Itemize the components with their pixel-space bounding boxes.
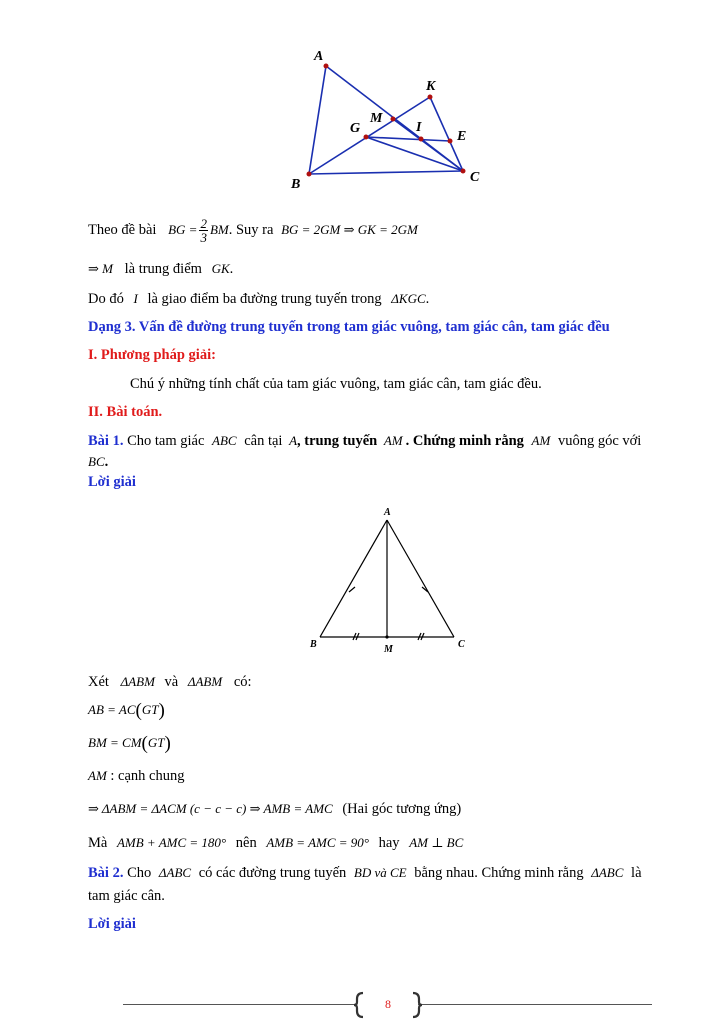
- xet-line: Xét ΔABM và ΔABM có:: [88, 674, 252, 690]
- label-c: C: [470, 170, 480, 185]
- point-i: [419, 137, 424, 142]
- label-g: G: [350, 121, 361, 136]
- label-i: I: [416, 120, 422, 135]
- point-c: [461, 169, 466, 174]
- eq-congruent: ⇒ ΔABM = ΔACM (c − c − c) ⇒ AMB = AMC (Hai góc tương ứng): [88, 801, 462, 817]
- point-k: [428, 95, 433, 100]
- label-k: K: [426, 79, 436, 94]
- loi-giai-2: Lời giải: [88, 916, 136, 932]
- segment-ab-2: [320, 520, 387, 637]
- label-m: M: [370, 111, 383, 126]
- label-b-2: B: [310, 639, 317, 650]
- label-b: B: [291, 177, 301, 192]
- bai2-line1: Bài 2. Cho ΔABC có các đường trung tuyến BD và CE bằng nhau. Chứng minh rằng ΔABC là: [88, 865, 642, 881]
- line-do-do: Do đó I là giao điểm ba đường trung tuyến trong ΔKGC.: [88, 291, 430, 307]
- segment-bc: [309, 171, 463, 174]
- label-m-2: M: [384, 644, 393, 655]
- method-text: Chú ý những tính chất của tam giác vuông, tam giác cân, tam giác đều.: [130, 376, 542, 392]
- figure-triangle-abc-medians: [0, 40, 725, 240]
- bai2-line2: tam giác cân.: [88, 888, 165, 904]
- label-c-2: C: [458, 639, 465, 650]
- point-a: [324, 64, 329, 69]
- line-theo-de-bai: Theo đề bài BG = $\frac{2}{3}$ BM. Suy ra BG = 2GM ⇒ GK = 2GM: [88, 216, 418, 246]
- heading-phuong-phap: I. Phương pháp giải:: [88, 347, 216, 363]
- segment-ab: [309, 66, 326, 174]
- segment-bk: [309, 97, 430, 174]
- page-number: 8: [385, 997, 391, 1011]
- segment-ac-2: [387, 520, 454, 637]
- point-e: [448, 139, 453, 144]
- fraction-two-thirds: $\frac{2}{3}$: [200, 216, 207, 246]
- figure-isosceles-triangle: [0, 500, 725, 660]
- eq-ma: Mà AMB + AMC = 180° nên AMB = AMC = 90° hay AM ⊥ BC: [88, 835, 464, 851]
- bai1-line2: BC.: [88, 454, 109, 470]
- bai1-line1: Bài 1. Cho tam giác ABC cân tại A, trung tuyến AM . Chứng minh rằng AM vuông góc với: [88, 433, 642, 449]
- eq-bm-cm: BM = CM(GT): [88, 733, 171, 754]
- label-e: E: [457, 129, 467, 144]
- eq-ab-ac: AB = AC(GT): [88, 700, 165, 721]
- footer-rule-left: [123, 1004, 357, 1005]
- loi-giai-1: Lời giải: [88, 474, 136, 490]
- line-m-trung-diem: ⇒ M là trung điểm GK.: [88, 261, 234, 277]
- segment-ge: [366, 137, 450, 141]
- point-m: [391, 117, 396, 122]
- tick-ab: [349, 587, 355, 592]
- footer-rule-right: [418, 1004, 652, 1005]
- heading-dang-3: Dạng 3. Vấn đề đường trung tuyến trong tam giác vuông, tam giác cân, tam giác đều: [88, 319, 610, 335]
- point-g: [364, 135, 369, 140]
- eq-am-canh-chung: AM : cạnh chung: [88, 768, 185, 784]
- point-m-2: [385, 635, 388, 638]
- heading-bai-toan: II. Bài toán.: [88, 404, 163, 420]
- segment-mc: [393, 119, 463, 171]
- point-b: [307, 172, 312, 177]
- label-a-2: A: [384, 507, 391, 518]
- label-a: A: [314, 49, 324, 64]
